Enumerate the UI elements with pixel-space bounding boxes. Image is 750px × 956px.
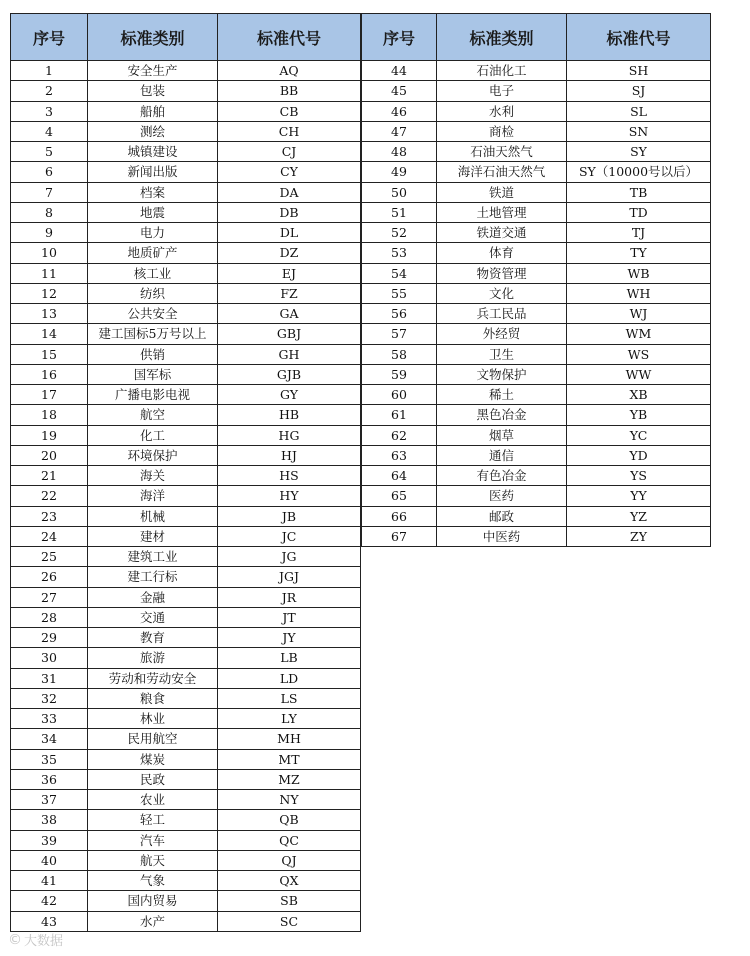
code-cell: DL [218, 223, 361, 243]
category-cell: 电力 [88, 223, 218, 243]
table-row [11, 263, 361, 283]
header-serial-no: 序号 [362, 14, 437, 61]
table-row [11, 850, 361, 870]
category-cell: 建工国标5万号以上 [88, 324, 218, 344]
table-row [362, 445, 711, 465]
table-row [362, 243, 711, 263]
table-row [362, 142, 711, 162]
serial-no-cell: 42 [11, 891, 88, 911]
serial-no-cell: 7 [11, 182, 88, 202]
category-cell: 教育 [88, 628, 218, 648]
table-row [11, 790, 361, 810]
category-cell: 汽车 [88, 830, 218, 850]
standards-table-left [10, 13, 361, 932]
category-cell: 航天 [88, 850, 218, 870]
table-row [11, 364, 361, 384]
serial-no-cell: 50 [362, 182, 437, 202]
serial-no-cell: 4 [11, 121, 88, 141]
table-row [362, 526, 711, 546]
category-cell: 新闻出版 [88, 162, 218, 182]
category-cell: 气象 [88, 871, 218, 891]
table-row [362, 364, 711, 384]
code-cell: QB [218, 810, 361, 830]
table-row [11, 526, 361, 546]
category-cell: 国内贸易 [88, 891, 218, 911]
table-row [11, 547, 361, 567]
code-cell: CH [218, 121, 361, 141]
category-cell: 档案 [88, 182, 218, 202]
code-cell: DZ [218, 243, 361, 263]
table-row [362, 385, 711, 405]
category-cell: 公共安全 [88, 304, 218, 324]
table-row [11, 304, 361, 324]
table-row [11, 61, 361, 81]
code-cell: LB [218, 648, 361, 668]
serial-no-cell: 48 [362, 142, 437, 162]
header-serial-no: 序号 [11, 14, 88, 61]
table-row [362, 324, 711, 344]
category-cell: 稀土 [437, 385, 567, 405]
table-row [11, 911, 361, 931]
code-cell: BB [218, 81, 361, 101]
code-cell: MZ [218, 769, 361, 789]
category-cell: 国军标 [88, 364, 218, 384]
code-cell: DA [218, 182, 361, 202]
category-cell: 黑色冶金 [437, 405, 567, 425]
category-cell: 民政 [88, 769, 218, 789]
serial-no-cell: 14 [11, 324, 88, 344]
category-cell: 邮政 [437, 506, 567, 526]
serial-no-cell: 53 [362, 243, 437, 263]
serial-no-cell: 35 [11, 749, 88, 769]
serial-no-cell: 1 [11, 61, 88, 81]
table-row [11, 223, 361, 243]
code-cell: AQ [218, 61, 361, 81]
serial-no-cell: 66 [362, 506, 437, 526]
code-cell: SJ [567, 81, 711, 101]
serial-no-cell: 63 [362, 445, 437, 465]
category-cell: 有色冶金 [437, 466, 567, 486]
category-cell: 兵工民品 [437, 304, 567, 324]
table-row [362, 121, 711, 141]
serial-no-cell: 47 [362, 121, 437, 141]
category-cell: 物资管理 [437, 263, 567, 283]
category-cell: 水利 [437, 101, 567, 121]
serial-no-cell: 44 [362, 61, 437, 81]
serial-no-cell: 54 [362, 263, 437, 283]
category-cell: 建工行标 [88, 567, 218, 587]
table-row [362, 466, 711, 486]
table-row [11, 81, 361, 101]
header-code: 标准代号 [218, 14, 361, 61]
category-cell: 测绘 [88, 121, 218, 141]
table-row [11, 688, 361, 708]
code-cell: SY [567, 142, 711, 162]
category-cell: 轻工 [88, 810, 218, 830]
category-cell: 船舶 [88, 101, 218, 121]
code-cell: WW [567, 364, 711, 384]
table-row [362, 506, 711, 526]
category-cell: 金融 [88, 587, 218, 607]
serial-no-cell: 23 [11, 506, 88, 526]
code-cell: EJ [218, 263, 361, 283]
table-row [362, 344, 711, 364]
watermark [8, 930, 63, 949]
category-cell: 体育 [437, 243, 567, 263]
code-cell: YC [567, 425, 711, 445]
category-cell: 民用航空 [88, 729, 218, 749]
category-cell: 供销 [88, 344, 218, 364]
category-cell: 外经贸 [437, 324, 567, 344]
table-row [11, 709, 361, 729]
serial-no-cell: 67 [362, 526, 437, 546]
category-cell: 铁道 [437, 182, 567, 202]
table-row [11, 445, 361, 465]
table-row [11, 101, 361, 121]
table-row [11, 142, 361, 162]
code-cell: YB [567, 405, 711, 425]
code-cell: JB [218, 506, 361, 526]
serial-no-cell: 62 [362, 425, 437, 445]
category-cell: 海关 [88, 466, 218, 486]
watermark-logo-icon: © [8, 931, 20, 948]
serial-no-cell: 3 [11, 101, 88, 121]
code-cell: DB [218, 202, 361, 222]
serial-no-cell: 5 [11, 142, 88, 162]
category-cell: 核工业 [88, 263, 218, 283]
table-row [362, 81, 711, 101]
code-cell: SC [218, 911, 361, 931]
code-cell: CY [218, 162, 361, 182]
serial-no-cell: 28 [11, 607, 88, 627]
code-cell: YZ [567, 506, 711, 526]
category-cell: 包装 [88, 81, 218, 101]
code-cell: SL [567, 101, 711, 121]
code-cell: HJ [218, 445, 361, 465]
code-cell: HG [218, 425, 361, 445]
serial-no-cell: 39 [11, 830, 88, 850]
code-cell: JG [218, 547, 361, 567]
table-row [11, 729, 361, 749]
serial-no-cell: 6 [11, 162, 88, 182]
category-cell: 土地管理 [437, 202, 567, 222]
serial-no-cell: 2 [11, 81, 88, 101]
serial-no-cell: 56 [362, 304, 437, 324]
serial-no-cell: 12 [11, 283, 88, 303]
code-cell: SB [218, 891, 361, 911]
serial-no-cell: 38 [11, 810, 88, 830]
table-body [11, 61, 361, 932]
code-cell: HS [218, 466, 361, 486]
serial-no-cell: 9 [11, 223, 88, 243]
code-cell: QC [218, 830, 361, 850]
serial-no-cell: 11 [11, 263, 88, 283]
code-cell: LY [218, 709, 361, 729]
serial-no-cell: 51 [362, 202, 437, 222]
serial-no-cell: 17 [11, 385, 88, 405]
code-cell: GY [218, 385, 361, 405]
serial-no-cell: 32 [11, 688, 88, 708]
standards-table-right [361, 13, 711, 547]
table-row [11, 162, 361, 182]
code-cell: SH [567, 61, 711, 81]
category-cell: 交通 [88, 607, 218, 627]
serial-no-cell: 25 [11, 547, 88, 567]
table-row [11, 425, 361, 445]
table-row [11, 121, 361, 141]
serial-no-cell: 29 [11, 628, 88, 648]
code-cell: QX [218, 871, 361, 891]
serial-no-cell: 20 [11, 445, 88, 465]
table-row [11, 810, 361, 830]
code-cell: JC [218, 526, 361, 546]
category-cell: 地震 [88, 202, 218, 222]
serial-no-cell: 19 [11, 425, 88, 445]
code-cell: TB [567, 182, 711, 202]
table-row [362, 405, 711, 425]
category-cell: 商检 [437, 121, 567, 141]
serial-no-cell: 55 [362, 283, 437, 303]
category-cell: 铁道交通 [437, 223, 567, 243]
serial-no-cell: 37 [11, 790, 88, 810]
serial-no-cell: 58 [362, 344, 437, 364]
category-cell: 城镇建设 [88, 142, 218, 162]
table-row [11, 648, 361, 668]
serial-no-cell: 40 [11, 850, 88, 870]
category-cell: 林业 [88, 709, 218, 729]
category-cell: 石油天然气 [437, 142, 567, 162]
table-row [11, 344, 361, 364]
header-category: 标准类别 [437, 14, 567, 61]
category-cell: 广播电影电视 [88, 385, 218, 405]
code-cell: WH [567, 283, 711, 303]
serial-no-cell: 8 [11, 202, 88, 222]
table-header [11, 14, 361, 61]
code-cell: WM [567, 324, 711, 344]
category-cell: 机械 [88, 506, 218, 526]
table-row [11, 182, 361, 202]
table-row [362, 283, 711, 303]
serial-no-cell: 57 [362, 324, 437, 344]
code-cell: ZY [567, 526, 711, 546]
code-cell: JT [218, 607, 361, 627]
code-cell: WB [567, 263, 711, 283]
header-code: 标准代号 [567, 14, 711, 61]
serial-no-cell: 36 [11, 769, 88, 789]
code-cell: TY [567, 243, 711, 263]
table-row [362, 182, 711, 202]
table-row [11, 202, 361, 222]
table-row [362, 425, 711, 445]
table-row [362, 202, 711, 222]
table-row [11, 466, 361, 486]
category-cell: 文物保护 [437, 364, 567, 384]
serial-no-cell: 34 [11, 729, 88, 749]
serial-no-cell: 24 [11, 526, 88, 546]
table-row [11, 871, 361, 891]
code-cell: CB [218, 101, 361, 121]
table-row [11, 607, 361, 627]
serial-no-cell: 52 [362, 223, 437, 243]
code-cell: JR [218, 587, 361, 607]
table-row [362, 101, 711, 121]
category-cell: 农业 [88, 790, 218, 810]
serial-no-cell: 60 [362, 385, 437, 405]
category-cell: 劳动和劳动安全 [88, 668, 218, 688]
code-cell: TJ [567, 223, 711, 243]
category-cell: 医药 [437, 486, 567, 506]
code-cell: QJ [218, 850, 361, 870]
code-cell: JY [218, 628, 361, 648]
code-cell: CJ [218, 142, 361, 162]
code-cell: MH [218, 729, 361, 749]
table-row [11, 243, 361, 263]
serial-no-cell: 61 [362, 405, 437, 425]
code-cell: YY [567, 486, 711, 506]
category-cell: 煤炭 [88, 749, 218, 769]
serial-no-cell: 31 [11, 668, 88, 688]
serial-no-cell: 59 [362, 364, 437, 384]
code-cell: HY [218, 486, 361, 506]
category-cell: 安全生产 [88, 61, 218, 81]
table-row [11, 486, 361, 506]
code-cell: FZ [218, 283, 361, 303]
code-cell: TD [567, 202, 711, 222]
code-cell: HB [218, 405, 361, 425]
serial-no-cell: 13 [11, 304, 88, 324]
category-cell: 纺织 [88, 283, 218, 303]
table-body [362, 61, 711, 547]
category-cell: 文化 [437, 283, 567, 303]
code-cell: LS [218, 688, 361, 708]
code-cell: MT [218, 749, 361, 769]
code-cell: LD [218, 668, 361, 688]
category-cell: 建材 [88, 526, 218, 546]
serial-no-cell: 21 [11, 466, 88, 486]
category-cell: 地质矿产 [88, 243, 218, 263]
code-cell: GH [218, 344, 361, 364]
table-row [11, 324, 361, 344]
code-cell: JGJ [218, 567, 361, 587]
table-row [362, 304, 711, 324]
table-row [11, 830, 361, 850]
table-row [11, 405, 361, 425]
category-cell: 石油化工 [437, 61, 567, 81]
serial-no-cell: 18 [11, 405, 88, 425]
table-row [362, 263, 711, 283]
code-cell: XB [567, 385, 711, 405]
category-cell: 海洋 [88, 486, 218, 506]
serial-no-cell: 49 [362, 162, 437, 182]
serial-no-cell: 27 [11, 587, 88, 607]
table-row [11, 749, 361, 769]
serial-no-cell: 33 [11, 709, 88, 729]
serial-no-cell: 46 [362, 101, 437, 121]
category-cell: 化工 [88, 425, 218, 445]
serial-no-cell: 10 [11, 243, 88, 263]
category-cell: 粮食 [88, 688, 218, 708]
code-cell: YD [567, 445, 711, 465]
table-row [11, 587, 361, 607]
code-cell: SY（10000号以后） [567, 162, 711, 182]
serial-no-cell: 65 [362, 486, 437, 506]
serial-no-cell: 16 [11, 364, 88, 384]
serial-no-cell: 43 [11, 911, 88, 931]
code-cell: NY [218, 790, 361, 810]
code-cell: WJ [567, 304, 711, 324]
category-cell: 航空 [88, 405, 218, 425]
table-row [11, 628, 361, 648]
watermark-text: 大数据 [24, 934, 64, 949]
category-cell: 烟草 [437, 425, 567, 445]
table-row [11, 385, 361, 405]
table-row [362, 61, 711, 81]
serial-no-cell: 22 [11, 486, 88, 506]
category-cell: 卫生 [437, 344, 567, 364]
code-cell: YS [567, 466, 711, 486]
table-row [362, 162, 711, 182]
code-cell: WS [567, 344, 711, 364]
table-row [11, 891, 361, 911]
category-cell: 水产 [88, 911, 218, 931]
table-row [362, 223, 711, 243]
table-row [11, 506, 361, 526]
category-cell: 环境保护 [88, 445, 218, 465]
serial-no-cell: 45 [362, 81, 437, 101]
category-cell: 通信 [437, 445, 567, 465]
code-cell: GJB [218, 364, 361, 384]
code-cell: GA [218, 304, 361, 324]
category-cell: 旅游 [88, 648, 218, 668]
table-row [362, 486, 711, 506]
category-cell: 电子 [437, 81, 567, 101]
table-row [11, 668, 361, 688]
code-cell: GBJ [218, 324, 361, 344]
serial-no-cell: 64 [362, 466, 437, 486]
serial-no-cell: 30 [11, 648, 88, 668]
serial-no-cell: 15 [11, 344, 88, 364]
serial-no-cell: 26 [11, 567, 88, 587]
table-header [362, 14, 711, 61]
category-cell: 建筑工业 [88, 547, 218, 567]
code-cell: SN [567, 121, 711, 141]
header-category: 标准类别 [88, 14, 218, 61]
serial-no-cell: 41 [11, 871, 88, 891]
table-row [11, 567, 361, 587]
category-cell: 中医药 [437, 526, 567, 546]
category-cell: 海洋石油天然气 [437, 162, 567, 182]
table-row [11, 769, 361, 789]
table-row [11, 283, 361, 303]
